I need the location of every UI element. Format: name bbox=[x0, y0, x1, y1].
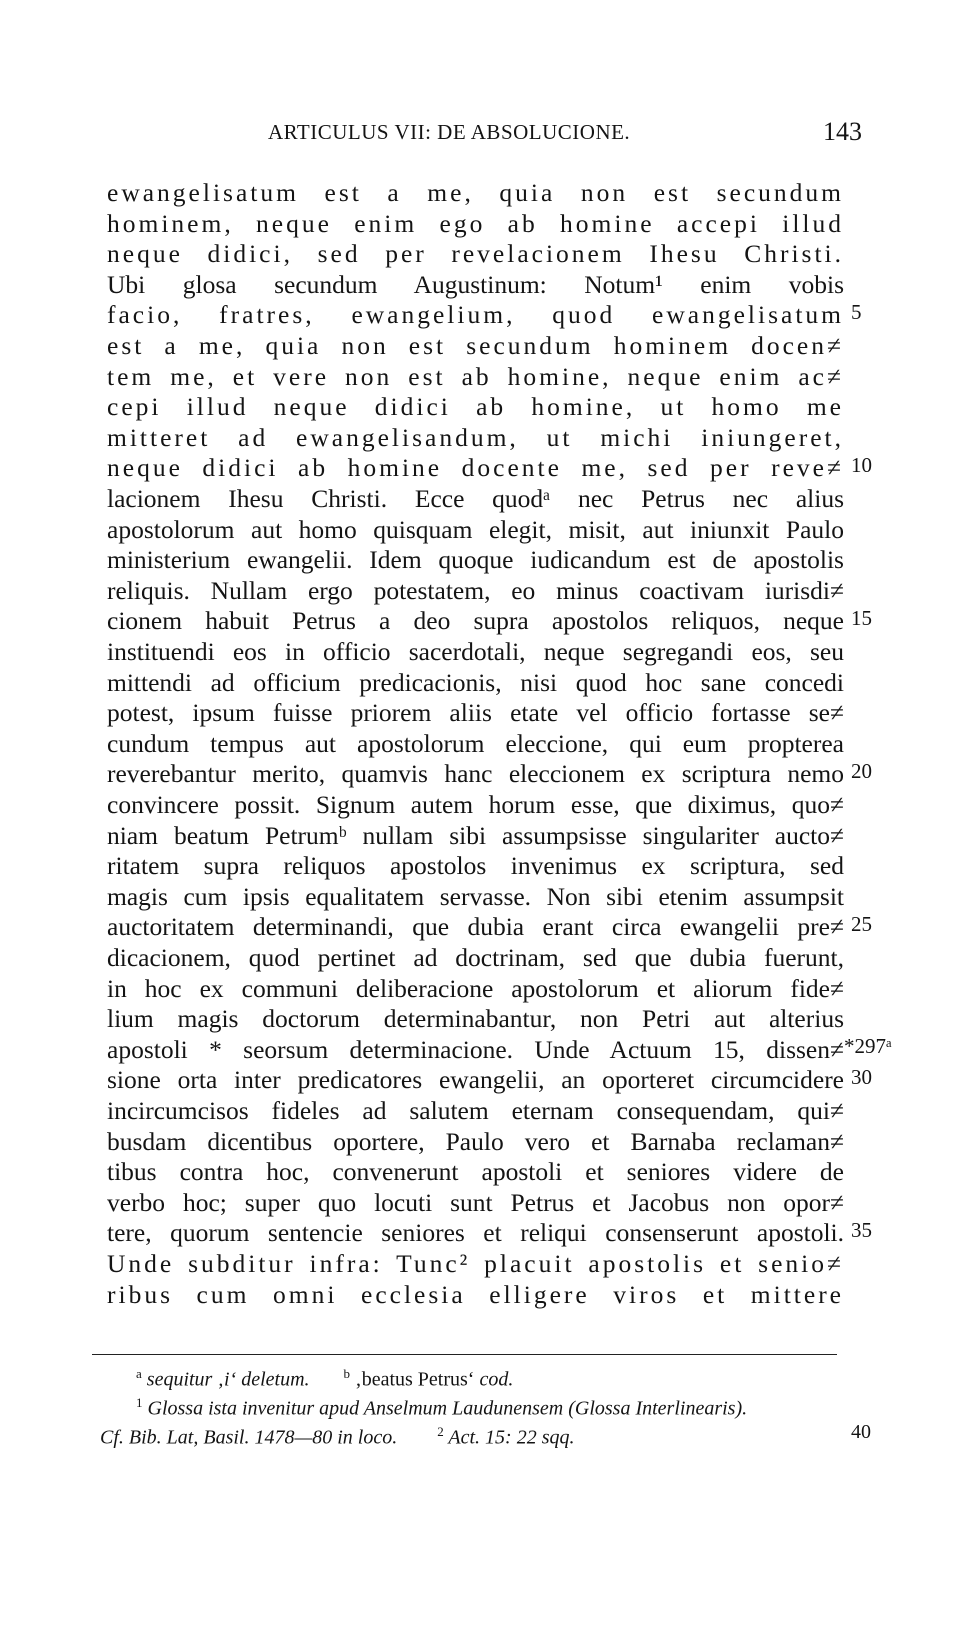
text-line: neque didici, sed per revelacionem Ihesu Christi. bbox=[107, 239, 844, 269]
line-number-20: 20 bbox=[851, 759, 872, 783]
line-number-30: 30 bbox=[851, 1065, 872, 1089]
text-line: hominem, neque enim ego ab homine accepi illud bbox=[107, 208, 844, 238]
text-line: mitteret ad ewangelisandum, ut michi iniungeret, bbox=[107, 422, 844, 452]
line-number-15: 15 bbox=[851, 606, 872, 630]
text-line: apostolorum aut homo quisquam elegit, misit, aut iniunxit Paulo bbox=[107, 514, 844, 544]
text-line: Ubi glosa secundum Augustinum: Notum¹ enim vobis bbox=[107, 269, 844, 299]
text-line: verbo hoc; super quo locuti sunt Petrus et Jacobus non opor≠ bbox=[107, 1187, 844, 1217]
text-line: cionem habuit Petrus a deo supra apostolos reliquos, neque bbox=[107, 606, 844, 636]
line-number-25: 25 bbox=[851, 912, 872, 936]
line-number-5: 5 bbox=[851, 300, 862, 324]
footnote-mark-a: a bbox=[136, 1366, 142, 1381]
page-number: 143 bbox=[823, 117, 862, 146]
footnote-mark-b: b bbox=[343, 1366, 351, 1381]
text-line: apostoli * seorsum determinacione. Unde Actuum 15, dissen≠ bbox=[107, 1034, 844, 1064]
text-line: neque didici ab homine docente me, sed per reve≠ bbox=[107, 453, 844, 483]
footnote-a-text: sequitur ‚i‘ deletum. bbox=[146, 1368, 310, 1391]
text-line: reverebantur merito, quamvis hanc eleccionem ex scriptura nemo bbox=[107, 759, 844, 789]
text-line: tere, quorum sentencie seniores et reliqui consenserunt apostoli. bbox=[107, 1218, 844, 1248]
footnote-rule bbox=[92, 1354, 837, 1355]
text-line: niam beatum Petrumᵇ nullam sibi assumpsisse singulariter aucto≠ bbox=[107, 820, 844, 850]
text-line: Unde subditur infra: Tunc² placuit apostolis et senio≠ bbox=[107, 1249, 844, 1278]
footnote-b-quote: ‚beatus Petrus‘ bbox=[355, 1368, 475, 1391]
folio-marker: *297ᵃ bbox=[844, 1034, 892, 1058]
text-line: magis cum ipsis equalitatem servasse. Non sibi etenim assumpsit bbox=[107, 881, 844, 911]
footnote-1-text: Glossa ista invenitur apud Anselmum Laudunensem (Glossa Interlinearis). bbox=[147, 1397, 748, 1420]
text-line: cundum tempus aut apostolorum eleccione, qui eum propterea bbox=[107, 728, 844, 758]
footnote-b-text: cod. bbox=[479, 1368, 514, 1391]
text-line: facio, fratres, ewangelium, quod ewangelisatum bbox=[107, 300, 844, 330]
text-line: ewangelisatum est a me, quia non est secundum bbox=[107, 178, 844, 207]
footnote-1-continued bbox=[100, 1418, 574, 1452]
text-line: busdam dicentibus oportere, Paulo vero et Barnaba reclaman≠ bbox=[107, 1126, 844, 1156]
footnote-mark-2: 2 bbox=[437, 1424, 444, 1439]
text-line: ribus cum omni ecclesia elligere viros et mittere bbox=[107, 1279, 844, 1309]
text-line: lacionem Ihesu Christi. Ecce quodᵃ nec Petrus nec alius bbox=[107, 484, 844, 513]
text-line: est a me, quia non est secundum hominem docen≠ bbox=[107, 331, 844, 360]
text-line: sione orta inter predicatores ewangelii, an oporteret circumcidere bbox=[107, 1065, 844, 1095]
text-line: dicacionem, quod pertinet ad doctrinam, sed que dubia fuerunt, bbox=[107, 943, 844, 972]
text-line: ritatem supra reliquos apostolos invenimus ex scriptura, sed bbox=[107, 851, 844, 881]
text-line: ministerium ewangelii. Idem quoque iudicandum est de apostolis bbox=[107, 545, 844, 575]
text-line: mittendi ad officium predicacionis, nisi quod hoc sane concedi bbox=[107, 667, 844, 697]
text-line: tibus contra hoc, convenerunt apostoli et seniores videre de bbox=[107, 1157, 844, 1187]
line-number-10: 10 bbox=[851, 453, 872, 477]
text-line: in hoc ex communi deliberacione apostolorum et aliorum fide≠ bbox=[107, 973, 844, 1003]
text-line: reliquis. Nullam ergo potestatem, eo minus coactivam iurisdi≠ bbox=[107, 575, 844, 605]
line-number-40: 40 bbox=[851, 1421, 871, 1443]
text-line: tem me, et vere non est ab homine, neque enim ac≠ bbox=[107, 361, 844, 391]
footnote-2-text: Act. 15: 22 sqq. bbox=[448, 1426, 575, 1449]
footnote-1-cont: Cf. Bib. Lat, Basil. 1478—80 in loco. bbox=[100, 1426, 398, 1449]
text-line: auctoritatem determinandi, que dubia erant circa ewangelii pre≠ bbox=[107, 912, 844, 942]
text-line: convincere possit. Signum autem horum esse, que diximus, quo≠ bbox=[107, 790, 844, 819]
footnote-mark-1: 1 bbox=[136, 1395, 143, 1410]
text-line: cepi illud neque didici ab homine, ut homo me bbox=[107, 392, 844, 422]
text-line: lium magis doctorum determinabantur, non Petri aut alterius bbox=[107, 1004, 844, 1034]
text-line: instituendi eos in officio sacerdotali, neque segregandi eos, seu bbox=[107, 637, 844, 666]
text-line: potest, ipsum fuisse priorem aliis etate vel officio fortasse se≠ bbox=[107, 698, 844, 728]
text-line: incircumcisos fideles ad salutem eternam consequendam, qui≠ bbox=[107, 1096, 844, 1125]
line-number-35: 35 bbox=[851, 1218, 872, 1242]
running-title: ARTICULUS VII: DE ABSOLUCIONE. bbox=[268, 120, 631, 144]
